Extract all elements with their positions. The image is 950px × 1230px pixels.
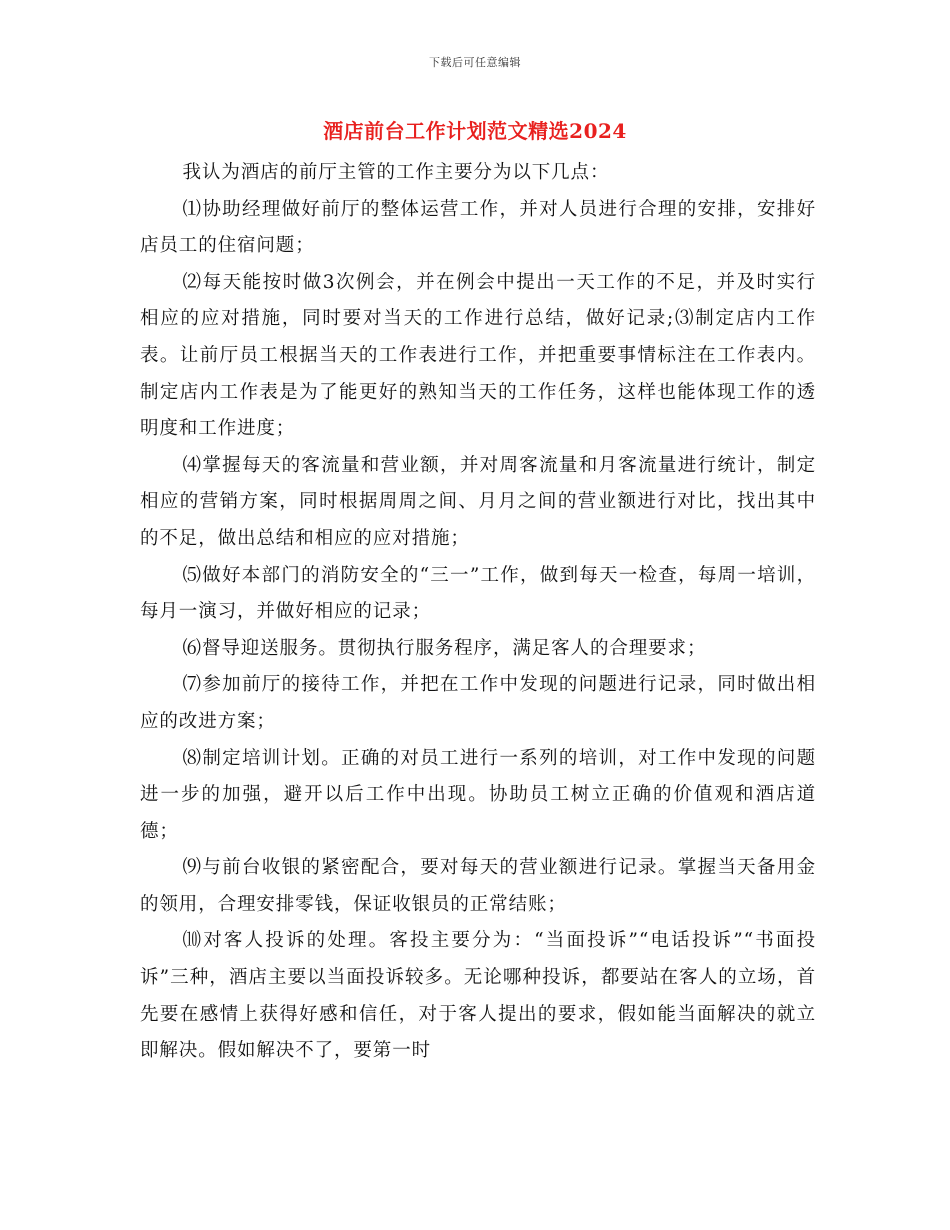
paragraph-item-2-3: ⑵每天能按时做3次例会，并在例会中提出一天工作的不足，并及时实行相应的应对措施，同时要对当天的工作进行总结，做好记录;⑶制定店内工作表。让前厅员工根据当天的工作表进行工作，并把重要事情标注在工作表内。制定店内工作表是为了能更好的熟知当天的工作任务，这样也能体现工作的透明度和工作进度；	[140, 271, 816, 440]
paragraph-item-4: ⑷掌握每天的客流量和营业额，并对周客流量和月客流量进行统计，制定相应的营销方案，同时根据周周之间、月月之间的营业额进行对比，找出其中的不足，做出总结和相应的应对措施；	[140, 454, 816, 549]
paragraph-item-1: ⑴协助经理做好前厅的整体运营工作，并对人员进行合理的安排，安排好店员工的住宿问题；	[140, 198, 816, 257]
paragraph-item-6: ⑹督导迎送服务。贯彻执行服务程序，满足客人的合理要求；	[182, 637, 707, 659]
paragraph-item-9: ⑼与前台收银的紧密配合，要对每天的营业额进行记录。掌握当天备用金的领用，合理安排零钱，保证收银员的正常结账；	[140, 857, 816, 915]
paragraph-item-10: ⑽对客人投诉的处理。客投主要分为：“当面投诉”“电话投诉”“书面投诉”三种，酒店主要以当面投诉较多。无论哪种投诉，都要站在客人的立场，首先要在感情上获得好感和信任，对于客人提出的要求，假如能当面解决的就立即解决。假如解决不了，要第一时	[140, 930, 816, 1062]
header-note: 下载后可任意编辑	[429, 56, 521, 69]
document-title: 酒店前台工作计划范文精选2024	[323, 119, 627, 143]
paragraph-item-7: ⑺参加前厅的接待工作，并把在工作中发现的问题进行记录，同时做出相应的改进方案；	[140, 674, 816, 732]
document-body	[140, 155, 816, 1070]
paragraph-item-8: ⑻制定培训计划。正确的对员工进行一系列的培训，对工作中发现的问题进一步的加强，避开以后工作中出现。协助员工树立正确的价值观和酒店道德；	[140, 747, 816, 842]
paragraph-intro: 我认为酒店的前厅主管的工作主要分为以下几点：	[182, 162, 610, 183]
paragraph-item-5: ⑸做好本部门的消防安全的“三一”工作，做到每天一检查，每周一培训，每月一演习，并做好相应的记录；	[140, 564, 816, 623]
